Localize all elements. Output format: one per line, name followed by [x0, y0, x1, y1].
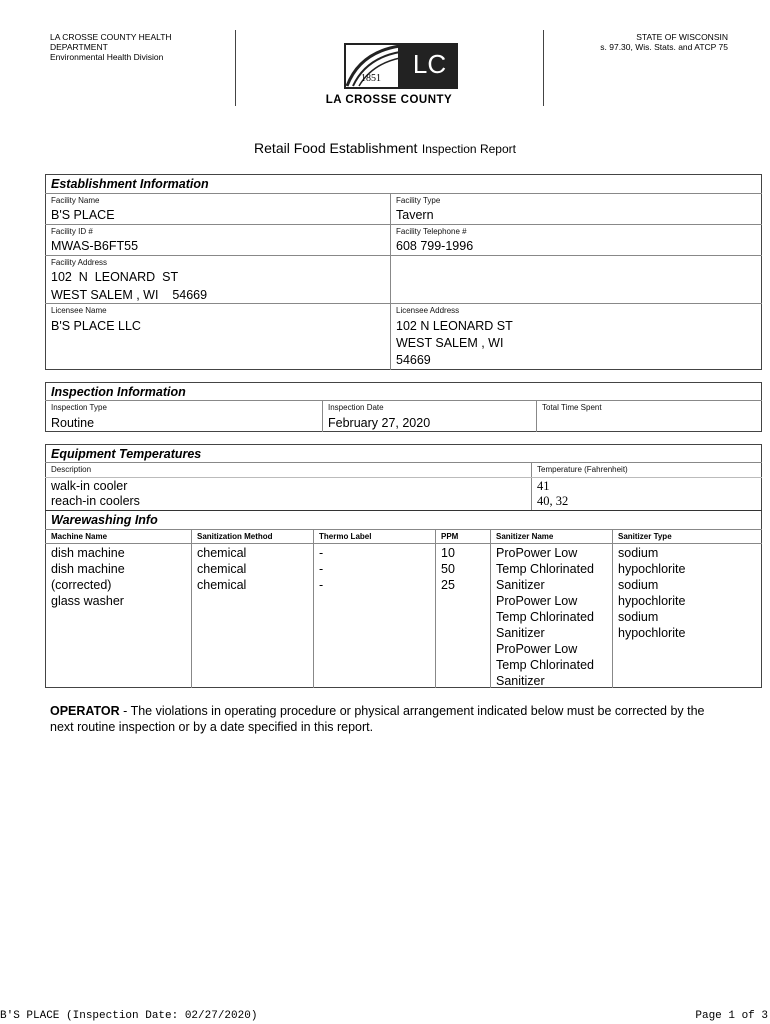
logo-year: 1851	[361, 73, 381, 84]
machine-name-cell: dish machine dish machine (corrected) glass washer	[51, 546, 125, 608]
facility-name: B'S PLACE	[51, 208, 115, 222]
county-logo	[320, 42, 470, 112]
facility-id-label: Facility ID #	[51, 227, 93, 236]
machine-name-header: Machine Name	[51, 532, 108, 541]
column-divider	[612, 529, 613, 688]
column-divider	[313, 529, 314, 688]
column-divider	[390, 193, 391, 370]
equipment-row-temperature: 40, 32	[537, 494, 569, 508]
state-line-2: s. 97.30, Wis. Stats. and ATCP 75	[600, 42, 728, 52]
agency-line-1: LA CROSSE COUNTY HEALTH	[50, 32, 172, 42]
rule	[45, 510, 762, 511]
state-line-1: STATE OF WISCONSIN	[636, 32, 728, 42]
description-label: Description	[51, 465, 92, 474]
title-sub: Inspection Report	[421, 142, 516, 156]
agency-name	[50, 32, 240, 62]
licensee-address-label: Licensee Address	[396, 306, 460, 315]
total-time-label: Total Time Spent	[542, 403, 602, 412]
rule	[45, 400, 762, 401]
temperature-label: Temperature (Fahrenheit)	[537, 465, 628, 474]
equipment-row-description: walk-in cooler	[51, 479, 128, 493]
thermo-label-cell: - - -	[319, 546, 324, 592]
facility-id: MWAS-B6FT55	[51, 239, 139, 253]
establishment-title: Establishment Information	[51, 177, 209, 191]
footer-establishment: B'S PLACE (Inspection Date: 02/27/2020)	[0, 1010, 258, 1022]
rule	[45, 303, 762, 304]
facility-name-label: Facility Name	[51, 196, 100, 205]
column-divider	[435, 529, 436, 688]
column-divider	[490, 529, 491, 688]
rule	[45, 462, 762, 463]
licensee-name-label: Licensee Name	[51, 306, 107, 315]
sanitization-method-header: Sanitization Method	[197, 532, 273, 541]
sanitizer-type-header: Sanitizer Type	[618, 532, 672, 541]
facility-type: Tavern	[396, 208, 434, 222]
sanitizer-name-header: Sanitizer Name	[496, 532, 554, 541]
page-title	[0, 140, 770, 158]
rule	[45, 477, 762, 478]
logo-caption: LA CROSSE COUNTY	[325, 94, 453, 106]
logo-letters: LC	[412, 49, 447, 79]
facility-phone: 608 799-1996	[396, 239, 474, 253]
inspection-date: February 27, 2020	[328, 416, 431, 430]
facility-phone-label: Facility Telephone #	[396, 227, 467, 236]
inspection-title: Inspection Information	[51, 385, 186, 399]
agency-line-2: DEPARTMENT	[50, 42, 108, 52]
operator-label: OPERATOR	[50, 704, 120, 718]
equipment-title: Equipment Temperatures	[51, 447, 202, 461]
sanitizer-type-cell: sodium hypochlorite sodium hypochlorite sodium hypochlorite	[618, 546, 686, 640]
equipment-row-description: reach-in coolers	[51, 494, 140, 508]
operator-notice	[50, 703, 730, 735]
rule	[45, 543, 762, 544]
ppm-header: PPM	[441, 532, 459, 541]
rule	[45, 529, 762, 530]
header-divider-left	[235, 30, 236, 106]
rule	[45, 193, 762, 194]
ppm-cell: 10 50 25	[441, 546, 455, 592]
rule	[45, 224, 762, 225]
facility-type-label: Facility Type	[396, 196, 441, 205]
facility-address-line-2: WEST SALEM , WI 54669	[51, 288, 208, 302]
licensee-address-line-3: 54669	[396, 353, 431, 367]
thermo-label-header: Thermo Label	[319, 532, 372, 541]
footer-page-number: Page 1 of 3	[695, 1010, 768, 1022]
operator-text: - The violations in operating procedure or physical arrangement indicated below must be corrected by the next routine inspection or by a date specified in this report.	[50, 704, 705, 734]
licensee-name: B'S PLACE LLC	[51, 319, 141, 333]
inspection-type: Routine	[51, 416, 95, 430]
column-divider	[531, 462, 532, 510]
licensee-address-line-2: WEST SALEM , WI	[396, 336, 504, 350]
rule	[45, 255, 762, 256]
title-main: Retail Food Establishment	[254, 140, 418, 156]
column-divider	[536, 400, 537, 432]
facility-address-label: Facility Address	[51, 258, 108, 267]
facility-address-line-1: 102 N LEONARD ST	[51, 270, 179, 284]
inspection-type-label: Inspection Type	[51, 403, 107, 412]
column-divider	[322, 400, 323, 432]
sanitization-method-cell: chemical chemical chemical	[197, 546, 247, 592]
column-divider	[191, 529, 192, 688]
inspection-date-label: Inspection Date	[328, 403, 384, 412]
equipment-row-temperature: 41	[537, 479, 550, 493]
licensee-address-line-1: 102 N LEONARD ST	[396, 319, 513, 333]
warewashing-title: Warewashing Info	[51, 513, 158, 527]
state-reference	[528, 32, 728, 52]
agency-line-3: Environmental Health Division	[50, 52, 164, 62]
sanitizer-name-cell: ProPower Low Temp Chlorinated Sanitizer ProPower Low Temp Chlorinated Sanitizer ProPower Low Temp Chlorinated Sanitizer	[496, 546, 594, 688]
